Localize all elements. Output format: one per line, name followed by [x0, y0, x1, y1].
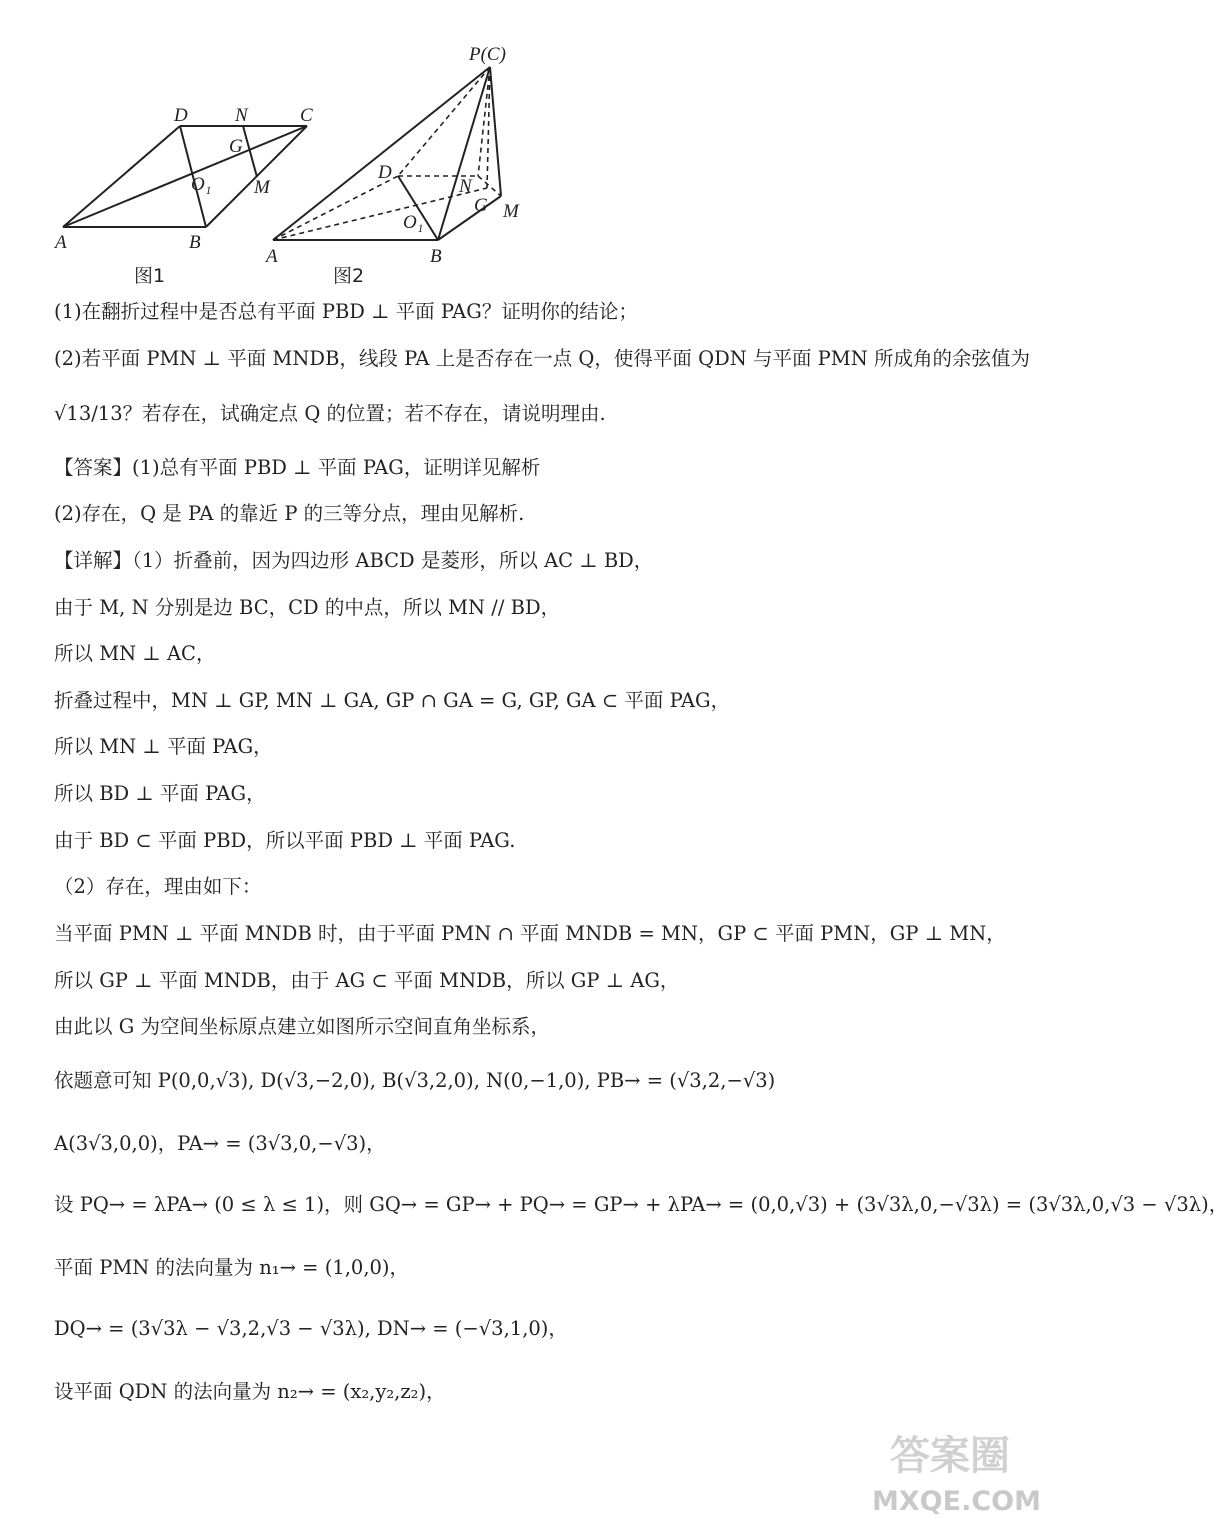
- fig1-label-B: B: [189, 232, 201, 253]
- fig2-edge-BM: [438, 196, 501, 240]
- fig1-label-D: D: [174, 105, 188, 126]
- detail-line: 所以 GP ⊥ 平面 MNDB，由于 AG ⊂ 平面 MNDB，所以 GP ⊥ AG，: [54, 969, 680, 992]
- fig1-label-M: M: [254, 177, 270, 198]
- figure-2: [273, 67, 501, 240]
- fig2-label-N: N: [459, 176, 472, 197]
- figure-area: [0, 0, 1080, 300]
- detail-line: 设 PQ→ = λPA→ (0 ≤ λ ≤ 1)，则 GQ→ = GP→ + PQ→ = GP→ + λPA→ = (0,0,√3) + (3√3λ,0,−√3λ) = (3√3λ,0,√3 − √3λ)，: [54, 1193, 1228, 1216]
- detail-line: 所以 MN ⊥ AC，: [54, 642, 216, 665]
- watermark: [850, 1424, 1050, 1519]
- detail-line: 所以 MN ⊥ 平面 PAG，: [54, 735, 273, 758]
- fig2-label-G: G: [474, 195, 488, 216]
- answer-2: (2)存在，Q 是 PA 的靠近 P 的三等分点，理由见解析.: [54, 502, 525, 525]
- fig1-edge-DA: [63, 126, 180, 227]
- question-1: (1)在翻折过程中是否总有平面 PBD ⊥ 平面 PAG？证明你的结论；: [54, 300, 638, 323]
- figure-2-hidden: [273, 67, 501, 240]
- detail-line: 依题意可知 P(0,0,√3), D(√3,−2,0), B(√3,2,0), N(0,−1,0), PB→ = (√3,2,−√3): [54, 1069, 776, 1092]
- fig2-label-O1: O₁: [403, 212, 424, 233]
- detail-line: 设平面 QDN 的法向量为 n₂→ = (x₂,y₂,z₂)，: [54, 1380, 446, 1403]
- question-2: (2)若平面 PMN ⊥ 平面 MNDB，线段 PA 上是否存在一点 Q，使得平面 QDN 与平面 PMN 所成角的余弦值为: [54, 347, 1031, 370]
- answer-1: 【答案】(1)总有平面 PBD ⊥ 平面 PAG，证明详见解析: [54, 456, 541, 479]
- fig2-label-P: P(C): [469, 44, 506, 65]
- fig1-caption: 图1: [134, 265, 166, 287]
- detail-line: 【详解】（1）折叠前，因为四边形 ABCD 是菱形，所以 AC ⊥ BD，: [54, 549, 654, 572]
- fig2-label-M: M: [503, 201, 519, 222]
- detail-line: 当平面 PMN ⊥ 平面 MNDB 时，由于平面 PMN ∩ 平面 MNDB = MN，GP ⊂ 平面 PMN，GP ⊥ MN，: [54, 922, 1006, 945]
- fig2-caption: 图2: [333, 265, 365, 287]
- detail-line: 由于 BD ⊂ 平面 PBD，所以平面 PBD ⊥ 平面 PAG.: [54, 829, 516, 852]
- fig2-hidden-AD: [273, 176, 398, 240]
- detail-line: A(3√3,0,0)，PA→ = (3√3,0,−√3)，: [54, 1132, 386, 1155]
- fig2-hidden-NM: [478, 176, 501, 196]
- question-2-cont: √13/13？若存在，试确定点 Q 的位置；若不存在，请说明理由.: [54, 402, 606, 425]
- figure-2-labels: [264, 44, 520, 287]
- detail-line: 由此以 G 为空间坐标原点建立如图所示空间直角坐标系，: [54, 1015, 550, 1038]
- detail-line: 所以 BD ⊥ 平面 PAG，: [54, 782, 266, 805]
- fig1-label-N: N: [235, 105, 248, 126]
- detail-line: 折叠过程中，MN ⊥ GP, MN ⊥ GA, GP ∩ GA = G, GP, GA ⊂ 平面 PAG，: [54, 689, 731, 712]
- detail-line: 平面 PMN 的法向量为 n₁→ = (1,0,0)，: [54, 1256, 410, 1279]
- detail-line: DQ→ = (3√3λ − √3,2,√3 − √3λ), DN→ = (−√3,1,0)，: [54, 1317, 568, 1340]
- fig2-label-A: A: [266, 246, 278, 267]
- figure-1: [63, 126, 307, 227]
- fig2-label-D: D: [378, 162, 392, 183]
- watermark-url: MXQE.COM: [872, 1486, 1041, 1517]
- fig1-label-C: C: [300, 105, 313, 126]
- fig1-diag-AC: [63, 126, 307, 227]
- fig1-label-A: A: [55, 232, 67, 253]
- watermark-logo-text: 答案圈: [890, 1433, 1010, 1479]
- geometry-figures: [0, 0, 1080, 300]
- fig2-hidden-PD: [398, 67, 490, 176]
- fig2-edge-PM: [490, 67, 501, 196]
- detail-line: （2）存在，理由如下：: [54, 875, 262, 898]
- fig1-label-O1: O₁: [191, 174, 212, 195]
- fig1-label-G: G: [229, 136, 243, 157]
- fig2-label-B: B: [430, 246, 442, 267]
- detail-line: 由于 M, N 分别是边 BC，CD 的中点，所以 MN // BD，: [54, 596, 561, 619]
